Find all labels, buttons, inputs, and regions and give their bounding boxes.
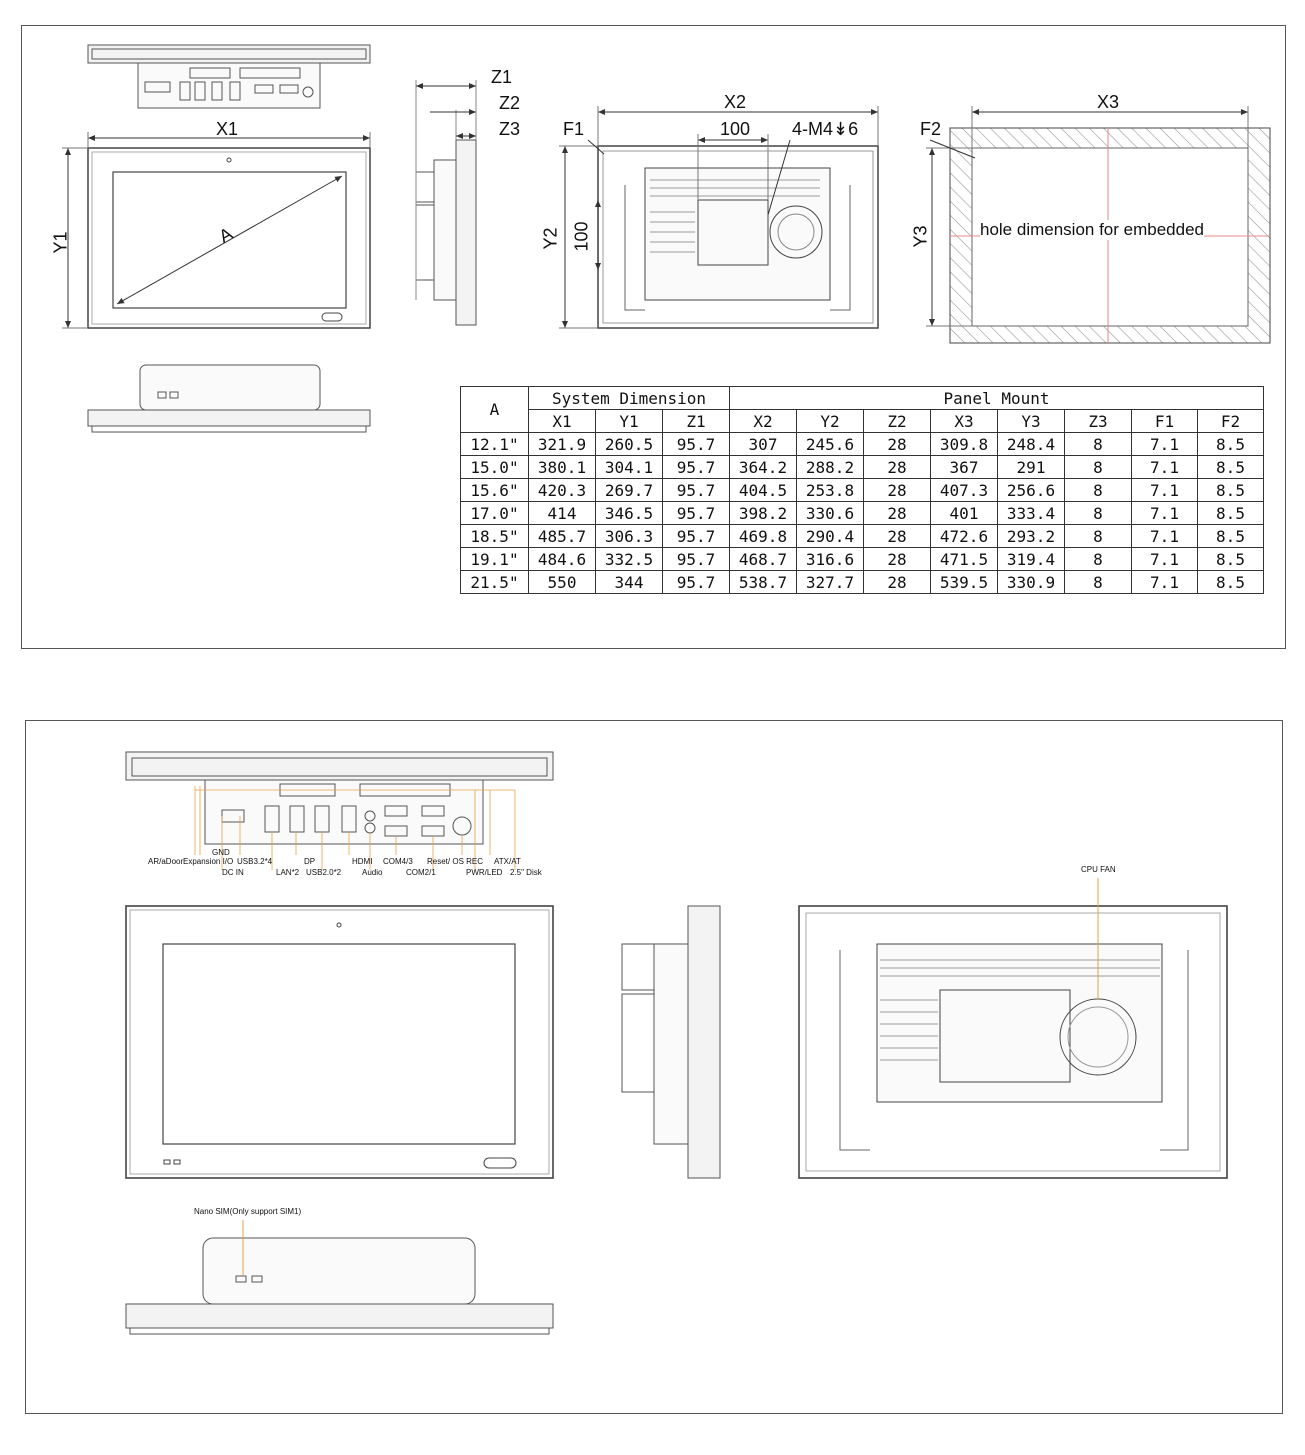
- value-cell: 539.5: [931, 571, 998, 594]
- sub-header: Z2: [864, 410, 931, 433]
- hundred-v-label: 100: [571, 221, 592, 252]
- table-row: [461, 479, 1264, 502]
- value-cell: 95.7: [663, 571, 730, 594]
- value-cell: 8.5: [1198, 571, 1264, 594]
- reset-label: Reset/ OS REC: [427, 857, 484, 866]
- value-cell: 288.2: [797, 456, 864, 479]
- audio-label: Audio: [362, 868, 383, 877]
- sub-header: Z1: [663, 410, 730, 433]
- z1-label: Z1: [491, 67, 513, 87]
- value-cell: 8: [1065, 525, 1132, 548]
- value-cell: 8.5: [1198, 548, 1264, 571]
- value-cell: 344: [596, 571, 663, 594]
- sub-header: Z3: [1065, 410, 1132, 433]
- hundred-h-label: 100: [720, 119, 751, 139]
- side-view-top: [416, 80, 476, 325]
- value-cell: 401: [931, 502, 998, 525]
- value-cell: 8.5: [1198, 502, 1264, 525]
- sub-header: X3: [931, 410, 998, 433]
- table-body: [461, 433, 1264, 594]
- value-cell: 8.5: [1198, 479, 1264, 502]
- value-cell: 468.7: [730, 548, 797, 571]
- size-cell: 18.5": [461, 525, 529, 548]
- value-cell: 8.5: [1198, 456, 1264, 479]
- front-view-large: [126, 906, 553, 1178]
- value-cell: 407.3: [931, 479, 998, 502]
- value-cell: 7.1: [1132, 456, 1198, 479]
- com21-label: COM2/1: [406, 868, 436, 877]
- value-cell: 28: [864, 456, 931, 479]
- usb2-label: USB2.0*2: [306, 868, 342, 877]
- value-cell: 469.8: [730, 525, 797, 548]
- value-cell: 95.7: [663, 548, 730, 571]
- top-view-small: [88, 45, 370, 108]
- sub-header: F2: [1198, 410, 1264, 433]
- pwr-label: PWR/LED: [466, 868, 503, 877]
- value-cell: 404.5: [730, 479, 797, 502]
- value-cell: 95.7: [663, 433, 730, 456]
- io-top-view: [126, 752, 553, 870]
- value-cell: 8: [1065, 502, 1132, 525]
- size-cell: 21.5": [461, 571, 529, 594]
- value-cell: 260.5: [596, 433, 663, 456]
- hole-label: hole dimension for embedded: [980, 220, 1204, 239]
- side-view-bottom: [622, 906, 720, 1178]
- value-cell: 8: [1065, 479, 1132, 502]
- disk-label: 2.5" Disk: [510, 868, 542, 877]
- atx-label: ATX/AT: [494, 857, 521, 866]
- value-cell: 95.7: [663, 502, 730, 525]
- value-cell: 8.5: [1198, 525, 1264, 548]
- value-cell: 485.7: [529, 525, 596, 548]
- value-cell: 332.5: [596, 548, 663, 571]
- value-cell: 327.7: [797, 571, 864, 594]
- f2-label: F2: [920, 119, 942, 139]
- z3-label: Z3: [499, 119, 521, 139]
- value-cell: 7.1: [1132, 525, 1198, 548]
- value-cell: 7.1: [1132, 548, 1198, 571]
- size-cell: 15.0": [461, 456, 529, 479]
- table-row: [461, 502, 1264, 525]
- table-row: [461, 525, 1264, 548]
- value-cell: 293.2: [998, 525, 1065, 548]
- value-cell: 7.1: [1132, 433, 1198, 456]
- value-cell: 414: [529, 502, 596, 525]
- dp-label: DP: [304, 857, 316, 866]
- value-cell: 7.1: [1132, 502, 1198, 525]
- f1-label: F1: [563, 119, 585, 139]
- value-cell: 321.9: [529, 433, 596, 456]
- value-cell: 316.6: [797, 548, 864, 571]
- value-cell: 8: [1065, 571, 1132, 594]
- value-cell: 7.1: [1132, 479, 1198, 502]
- value-cell: 364.2: [730, 456, 797, 479]
- value-cell: 269.7: [596, 479, 663, 502]
- value-cell: 28: [864, 548, 931, 571]
- size-cell: 12.1": [461, 433, 529, 456]
- value-cell: 8.5: [1198, 433, 1264, 456]
- value-cell: 290.4: [797, 525, 864, 548]
- value-cell: 253.8: [797, 479, 864, 502]
- cpu-fan-label: CPU FAN: [1081, 865, 1116, 874]
- z2-label: Z2: [499, 93, 521, 113]
- value-cell: 8: [1065, 433, 1132, 456]
- bottom-view-sim: [126, 1220, 553, 1334]
- value-cell: 306.3: [596, 525, 663, 548]
- a-header: A: [461, 387, 529, 433]
- value-cell: 95.7: [663, 479, 730, 502]
- value-cell: 330.9: [998, 571, 1065, 594]
- value-cell: 256.6: [998, 479, 1065, 502]
- sub-header: X2: [730, 410, 797, 433]
- sub-header: Y1: [596, 410, 663, 433]
- panel-mount-header: Panel Mount: [730, 387, 1264, 410]
- sub-header: Y3: [998, 410, 1065, 433]
- value-cell: 380.1: [529, 456, 596, 479]
- hdmi-label: HDMI: [352, 857, 373, 866]
- value-cell: 333.4: [998, 502, 1065, 525]
- x3-label: X3: [1097, 92, 1120, 112]
- value-cell: 304.1: [596, 456, 663, 479]
- value-cell: 319.4: [998, 548, 1065, 571]
- value-cell: 309.8: [931, 433, 998, 456]
- value-cell: 28: [864, 525, 931, 548]
- value-cell: 291: [998, 456, 1065, 479]
- size-cell: 17.0": [461, 502, 529, 525]
- size-cell: 15.6": [461, 479, 529, 502]
- dimension-table: [460, 386, 1264, 594]
- x1-label: X1: [216, 119, 239, 139]
- value-cell: 367: [931, 456, 998, 479]
- value-cell: 245.6: [797, 433, 864, 456]
- ar-door-label: AR/aDoor: [148, 857, 184, 866]
- y1-label: Y1: [50, 231, 71, 254]
- a-label: A: [215, 223, 236, 247]
- size-cell: 19.1": [461, 548, 529, 571]
- value-cell: 8: [1065, 548, 1132, 571]
- value-cell: 398.2: [730, 502, 797, 525]
- gnd-label: GND: [212, 848, 230, 857]
- usb3-label: USB3.2*4: [237, 857, 273, 866]
- y2-label: Y2: [540, 227, 561, 250]
- dc-in-label: DC IN: [222, 868, 244, 877]
- value-cell: 95.7: [663, 525, 730, 548]
- value-cell: 28: [864, 479, 931, 502]
- value-cell: 28: [864, 433, 931, 456]
- y3-label: Y3: [910, 225, 931, 248]
- table-row: [461, 456, 1264, 479]
- sub-header: F1: [1132, 410, 1198, 433]
- value-cell: 346.5: [596, 502, 663, 525]
- value-cell: 472.6: [931, 525, 998, 548]
- value-cell: 28: [864, 571, 931, 594]
- value-cell: 471.5: [931, 548, 998, 571]
- table-row: [461, 548, 1264, 571]
- value-cell: 330.6: [797, 502, 864, 525]
- table-row: [461, 571, 1264, 594]
- expansion-label: Expansion I/O: [183, 857, 234, 866]
- nano-sim-label: Nano SIM(Only support SIM1): [194, 1207, 302, 1216]
- value-cell: 28: [864, 502, 931, 525]
- value-cell: 550: [529, 571, 596, 594]
- bottom-view-small: [88, 365, 370, 432]
- sub-header: X1: [529, 410, 596, 433]
- back-view-large: [799, 878, 1227, 1178]
- lan-label: LAN*2: [276, 868, 300, 877]
- value-cell: 420.3: [529, 479, 596, 502]
- sub-header: Y2: [797, 410, 864, 433]
- value-cell: 484.6: [529, 548, 596, 571]
- com43-label: COM4/3: [383, 857, 413, 866]
- value-cell: 248.4: [998, 433, 1065, 456]
- value-cell: 95.7: [663, 456, 730, 479]
- screw-label: 4-M4↡6: [792, 119, 859, 139]
- system-dimension-header: System Dimension: [529, 387, 730, 410]
- table-row: [461, 433, 1264, 456]
- x2-label: X2: [724, 92, 747, 112]
- value-cell: 8: [1065, 456, 1132, 479]
- value-cell: 7.1: [1132, 571, 1198, 594]
- value-cell: 307: [730, 433, 797, 456]
- value-cell: 538.7: [730, 571, 797, 594]
